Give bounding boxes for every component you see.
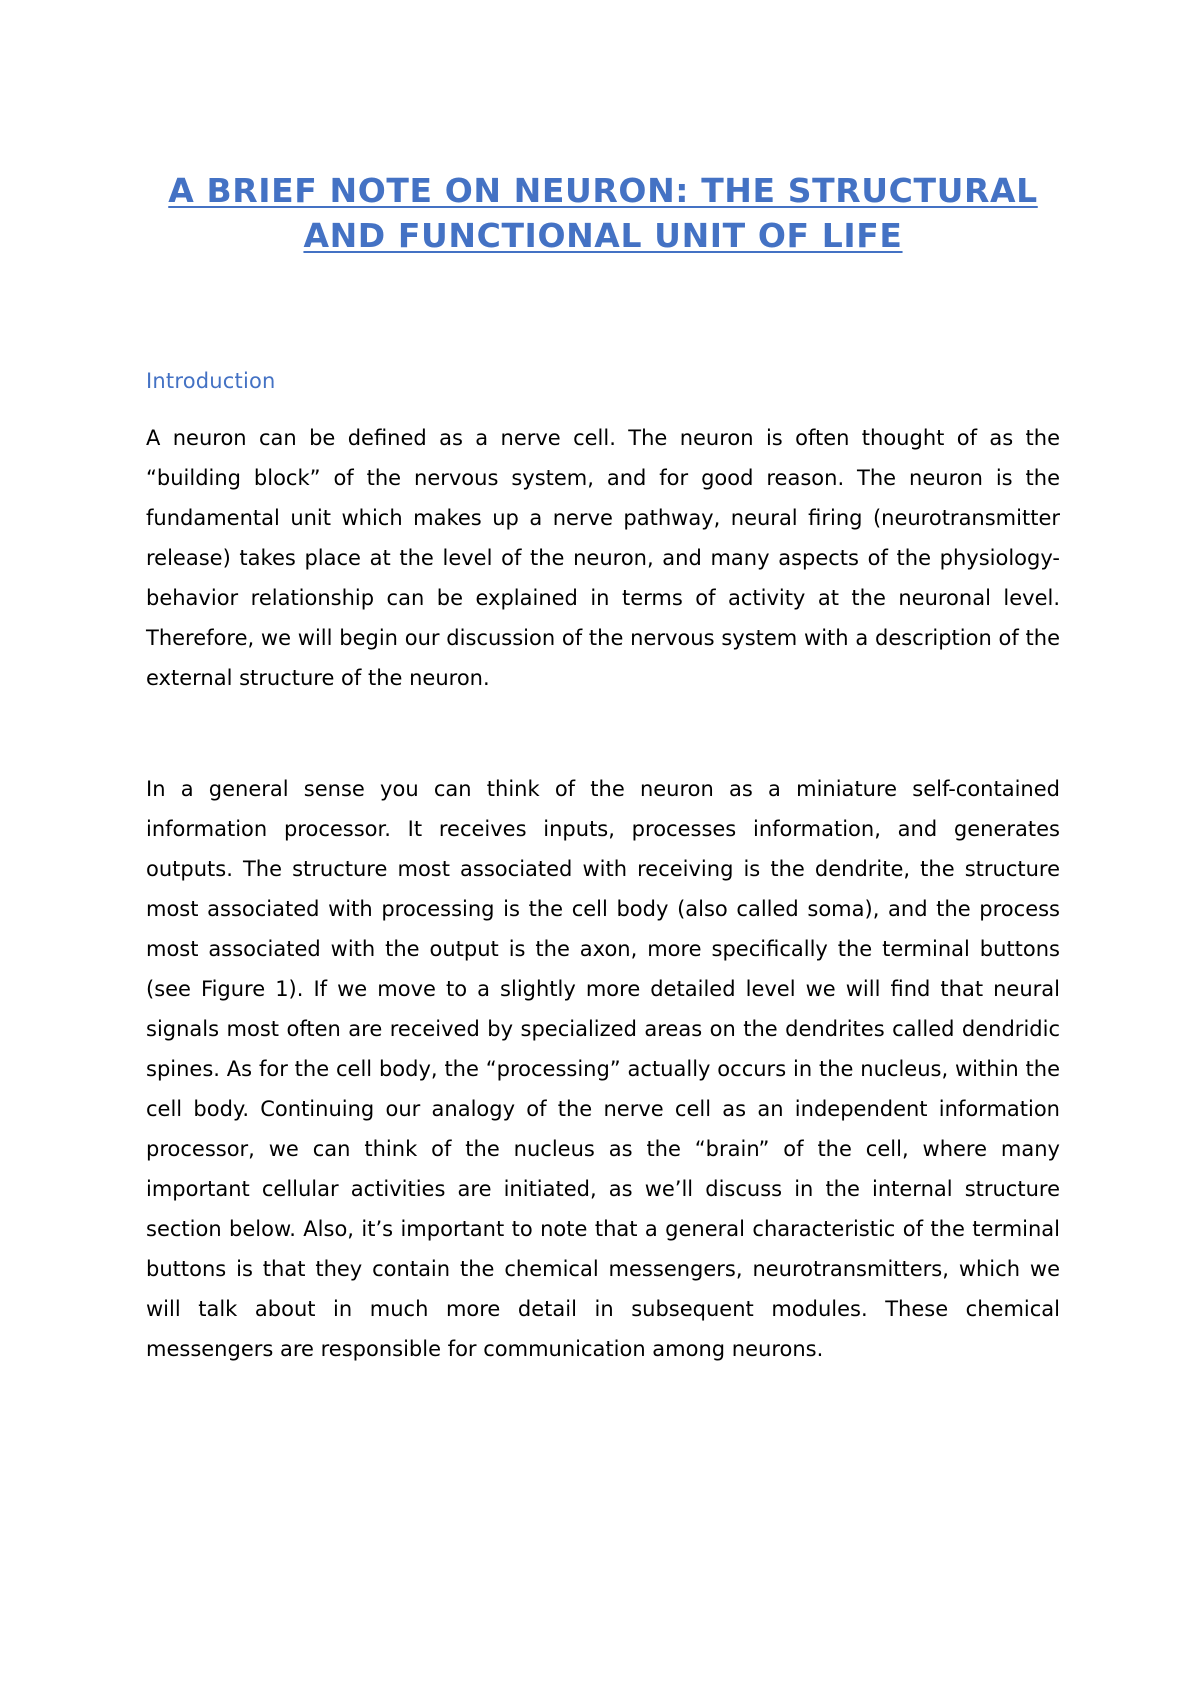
paragraph-1: A neuron can be defined as a nerve cell. The neuron is often thought of as the “building block” of the nervous system, and for good reason. The neuron is the fundamental unit which makes up a nerve pathway, neural firing (neurotransmitter release) takes place at the level of the neuron, and many aspects of the physiology-behavior relationship can be explained in terms of activity at the neuronal level. Therefore, we will begin our discussion of the nervous system with a description of the external structure of the neuron.	[146, 426, 1060, 690]
section-heading-introduction: Introduction	[146, 369, 276, 393]
paragraph-2: In a general sense you can think of the neuron as a miniature self-contained information processor. It receives inputs, processes information, and generates outputs. The structure most associated with receiving is the dendrite, the structure most associated with processing is the cell body (also called soma), and the process most associated with the output is the axon, more specifically the terminal buttons (see Figure 1). If we move to a slightly more detailed level we will find that neural signals most often are received by specialized areas on the dendrites called dendridic spines. As for the cell body, the “processing” actually occurs in the nucleus, within the cell body. Continuing our analogy of the nerve cell as an independent information processor, we can think of the nucleus as the “brain” of the cell, where many important cellular activities are initiated, as we’ll discuss in the internal structure section below. Also, it’s important to note that a general characteristic of the terminal buttons is that they contain the chemical messengers, neurotransmitters, which we will talk about in much more detail in subsequent modules. These chemical messengers are responsible for communication among neurons.	[146, 777, 1060, 1361]
document-title: A BRIEF NOTE ON NEURON: THE STRUCTURAL AND FUNCTIONAL UNIT OF LIFE	[168, 171, 1038, 255]
